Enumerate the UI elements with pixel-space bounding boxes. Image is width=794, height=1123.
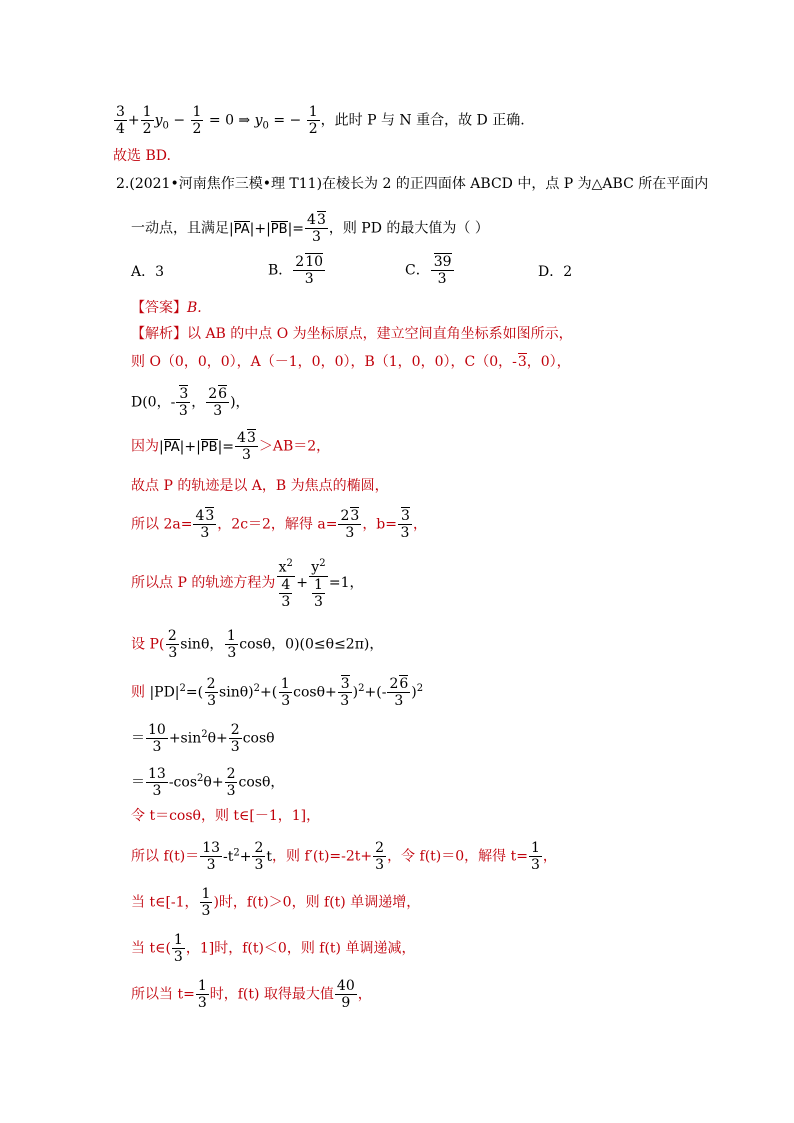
- analysis-label: 【解析】: [131, 326, 187, 342]
- top-equation-line: $\frac{3}{4}$ + $\frac{1}{2}$ $y_0$ − $\frac{1}{2}$ = 0 ⇒ $y_0$ = − $\frac{1}{2}$ ，此时 P 与 N 重合，故 D 正确.: [116, 104, 525, 137]
- analysis-line4: 因为|PA|+|PB|= $\frac{43}{3}$ ＞AB＝2，: [131, 430, 331, 463]
- fraction: $\frac{1}{2}$: [192, 104, 202, 137]
- fraction: $\frac{39}{3}$: [431, 254, 454, 287]
- fraction: $\frac{26}{3}$: [208, 386, 228, 419]
- analysis-line6: 所以 2a= $\frac{43}{3}$ ，2c＝2，解得 a= $\frac{23}{3}$ ，b= $\frac{3}{3}$ ，: [131, 508, 427, 541]
- problem-stem-1: 在棱长为 2 的正四面体 ABCD 中，点 P 为△ABC 所在平面内: [322, 176, 709, 192]
- option-a: A．3: [131, 264, 165, 280]
- option-c: C． $\frac{39}{3}$: [405, 254, 452, 287]
- analysis-line14: 当 t∈[-1， $\frac{1}{3}$ )时，f(t)＞0，则 f(t) 单调递增，: [131, 886, 421, 919]
- problem-stem-2a: 一动点，且满足: [131, 220, 229, 237]
- option-b: B． $\frac{210}{3}$: [268, 254, 324, 287]
- vector-sum: |PA|+|PB|=: [229, 220, 305, 237]
- analysis-line2: 则 O（0，0，0），A（－1，0，0），B（1，0，0），C（0，-3，0），: [131, 354, 571, 370]
- analysis-line8: 设 P( $\frac{2}{3}$ sinθ， $\frac{1}{3}$ cosθ，0)(0≤θ≤2π)，: [131, 628, 384, 661]
- analysis-line1: 【解析】以 AB 的中点 O 为坐标原点，建立空间直角坐标系如图所示，: [131, 326, 573, 342]
- problem-stem-2b: ，则 PD 的最大值为（ ）: [328, 220, 489, 237]
- analysis-line7: 所以点 P 的轨迹方程为 $\frac{x^2}{\frac{4}{3}}$ + $\frac{y^2}{\frac{1}{3}}$ =1，: [131, 558, 364, 610]
- answer-line: [131, 298, 202, 318]
- top-conclusion: 故选 BD.: [113, 148, 171, 164]
- analysis-line12: 令 t＝cosθ，则 t∈[－1，1]，: [131, 808, 321, 824]
- analysis-line9: 则 $|PD|^2=$( $\frac{2}{3}$ sinθ)$^2$+( $\frac{1}{3}$ cosθ+ $\frac{3}{3}$ )$^2$+(- $\frac{26}{3}$ )$^2$: [131, 676, 424, 709]
- fraction: $\frac{3}{4}$: [116, 104, 125, 137]
- fraction: $\frac{3}{3}$: [176, 386, 190, 419]
- analysis-line3: D(0，- $\frac{3}{3}$ ， $\frac{26}{3}$ )，: [131, 386, 250, 419]
- problem-number: 2.: [116, 176, 130, 192]
- fraction: $\frac{43}{3}$: [307, 212, 326, 245]
- analysis-line5: 故点 P 的轨迹是以 A，B 为焦点的椭圆，: [131, 478, 389, 494]
- problem-stem-line1: [116, 174, 708, 194]
- option-d: D．2: [538, 264, 573, 280]
- analysis-line16: 所以当 t= $\frac{1}{3}$ 时，f(t) 取得最大值 $\frac{40}{9}$ ，: [131, 978, 372, 1011]
- analysis-line10: ＝ $\frac{10}{3}$ $+\sin^2\theta+$ $\frac{2}{3}$ cosθ: [131, 722, 275, 755]
- analysis-line11: ＝ $\frac{13}{3}$ $-\cos^2\theta+$ $\frac{2}{3}$ cosθ，: [131, 766, 285, 799]
- fraction: $\frac{1}{2}$: [308, 104, 318, 137]
- fraction: $\frac{1}{2}$: [142, 104, 152, 137]
- answer-label: 【答案】: [131, 300, 187, 316]
- answer-value: B.: [187, 300, 202, 316]
- fraction: $\frac{210}{3}$: [295, 254, 324, 287]
- top-tail-text: ，此时 P 与 N 重合，故 D 正确.: [320, 112, 525, 129]
- problem-source: (2021•河南焦作三模•理 T11): [129, 176, 323, 192]
- analysis-line13: 所以 f(t)＝ $\frac{13}{3}$ $-t^2+$ $\frac{2}{3}$ t，则 f′(t)=-2t+ $\frac{2}{3}$ ，令 f(t)＝0，解得 t= $\frac{1}{3}$ ，: [131, 840, 557, 873]
- problem-stem-line2: [131, 212, 489, 245]
- analysis-line15: 当 t∈( $\frac{1}{3}$ ，1]时，f(t)＜0，则 f(t) 单调递减，: [131, 932, 416, 965]
